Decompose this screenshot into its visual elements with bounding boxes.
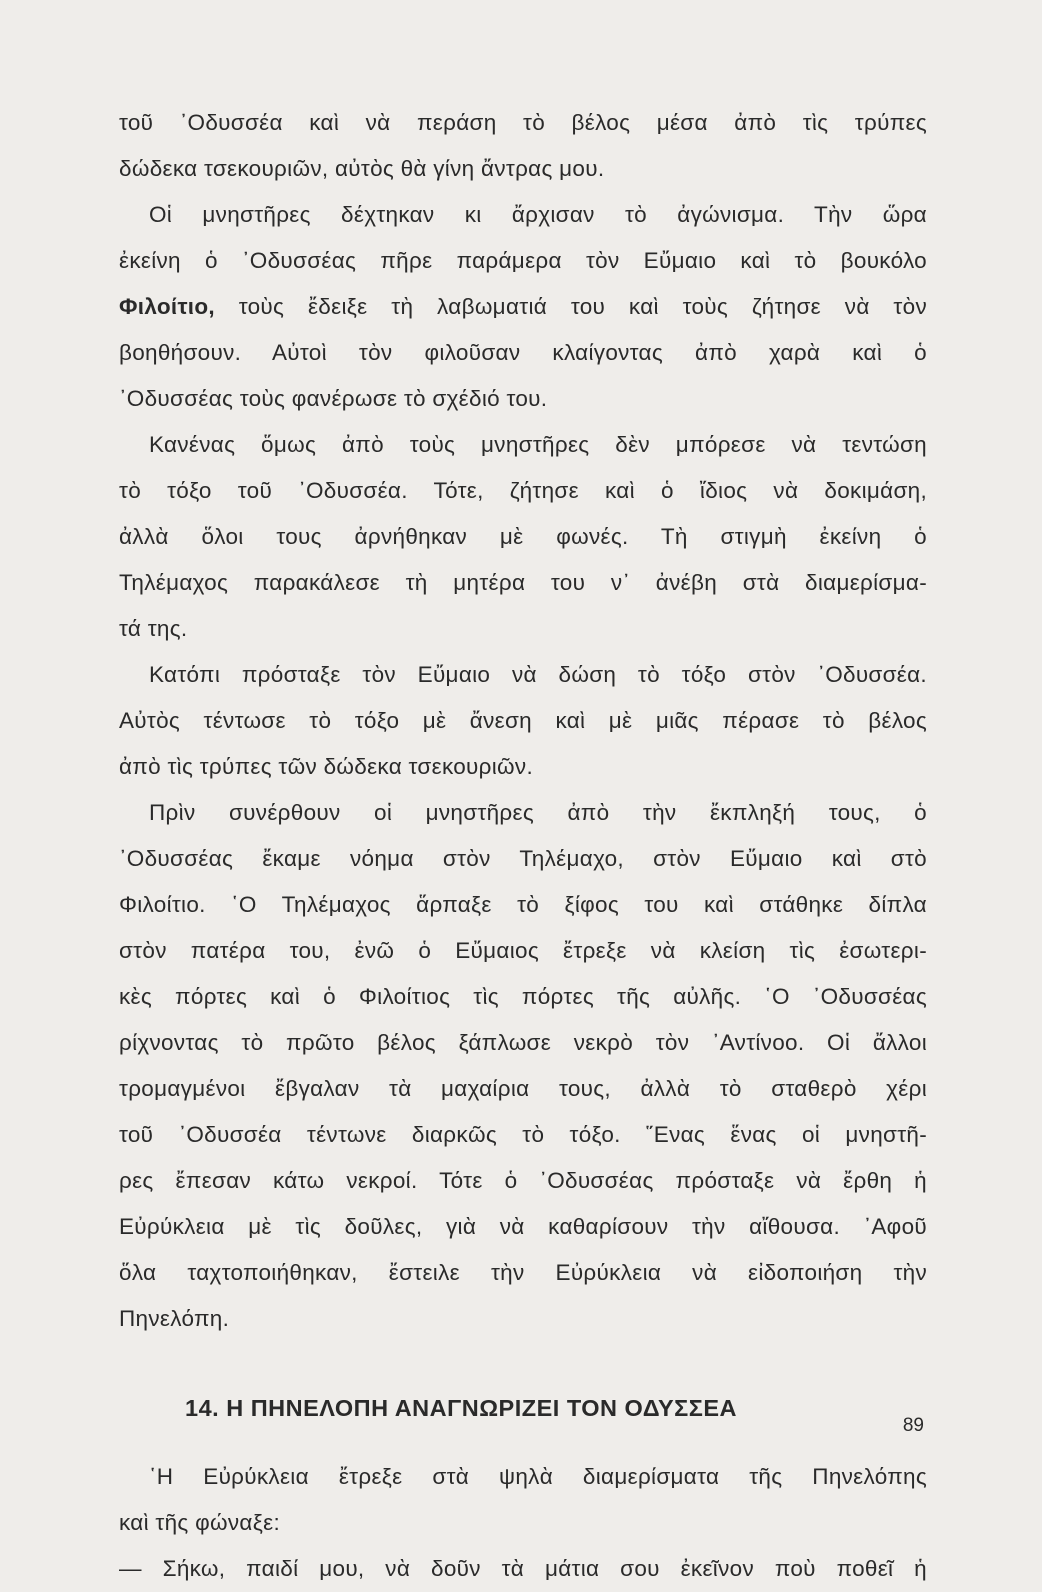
- text-line: τά της.: [119, 616, 188, 641]
- text-line: βοηθήσουν. Αὐτοὶ τὸν φιλοῦσαν κλαίγοντας ἀπὸ χαρὰ καὶ ὁ: [119, 340, 927, 365]
- body-text: [119, 100, 927, 1592]
- text-line: Εὐρύκλεια μὲ τὶς δοῦλες, γιὰ νὰ καθαρίσουν τὴν αἴθουσα. ᾽Αφοῦ: [119, 1214, 927, 1239]
- text-line: ἀλλὰ ὅλοι τους ἀρνήθηκαν μὲ φωνές. Τὴ στιγμὴ ἐκείνη ὁ: [119, 524, 927, 549]
- text-line: Κατόπι πρόσταξε τὸν Εὔμαιο νὰ δώση τὸ τόξο στὸν ᾽Οδυσσέα.: [149, 662, 927, 687]
- text-line: τὸ τόξο τοῦ ᾽Οδυσσέα. Τότε, ζήτησε καὶ ὁ ἴδιος νὰ δοκιμάση,: [119, 478, 927, 503]
- chapter-heading: 14. Η ΠΗΝΕΛΟΠΗ ΑΝΑΓΝΩΡΙΖΕΙ ΤΟΝ ΟΔΥΣΣΕΑ: [185, 1395, 737, 1421]
- text-line: — Σήκω, παιδί μου, νὰ δοῦν τὰ μάτια σου ἐκεῖνον ποὺ ποθεῖ ἡ: [119, 1556, 927, 1581]
- text-line: ὅλα ταχτοποιήθηκαν, ἔστειλε τὴν Εὐρύκλεια νὰ εἰδοποιήση τὴν: [119, 1260, 927, 1285]
- bold-name: Φιλοίτιο,: [119, 294, 215, 319]
- text-line-rest: τοὺς ἔδειξε τὴ λαβωματιά του καὶ τοὺς ζήτησε νὰ τὸν: [238, 294, 927, 319]
- text-line: ρες ἔπεσαν κάτω νεκροί. Τότε ὁ ᾽Οδυσσέας πρόσταξε νὰ ἔρθη ἡ: [119, 1168, 927, 1193]
- text-line: Οἱ μνηστῆρες δέχτηκαν κι ἄρχισαν τὸ ἀγώνισμα. Τὴν ὥρα: [149, 202, 927, 227]
- text-line: στὸν πατέρα του, ἐνῶ ὁ Εὔμαιος ἔτρεξε νὰ κλείση τὶς ἐσωτερι-: [119, 938, 927, 963]
- text-line: δώδεκα τσεκουριῶν, αὐτὸς θὰ γίνη ἄντρας μου.: [119, 156, 605, 181]
- text-line: ῾Η Εὐρύκλεια ἔτρεξε στὰ ψηλὰ διαμερίσματα τῆς Πηνελόπης: [149, 1464, 927, 1489]
- text-line: καὶ τῆς φώναξε:: [119, 1510, 281, 1535]
- text-line: [119, 284, 927, 330]
- text-line: κὲς πόρτες καὶ ὁ Φιλοίτιος τὶς πόρτες τῆς αὐλῆς. ῾Ο ᾽Οδυσσέας: [119, 984, 927, 1009]
- text-line: τοῦ ᾽Οδυσσέα τέντωνε διαρκῶς τὸ τόξο. ῞Ενας ἕνας οἱ μνηστῆ-: [119, 1122, 927, 1147]
- text-line: Κανένας ὅμως ἀπὸ τοὺς μνηστῆρες δὲν μπόρεσε νὰ τεντώση: [149, 432, 927, 457]
- text-line: Φιλοίτιο. ῾Ο Τηλέμαχος ἅρπαξε τὸ ξίφος του καὶ στάθηκε δίπλα: [119, 892, 927, 917]
- text-line: ἐκείνη ὁ ᾽Οδυσσέας πῆρε παράμερα τὸν Εὔμαιο καὶ τὸ βουκόλο: [119, 248, 927, 273]
- text-line: ἀπὸ τὶς τρύπες τῶν δώδεκα τσεκουριῶν.: [119, 754, 534, 779]
- text-line: Τηλέμαχος παρακάλεσε τὴ μητέρα του ν᾽ ἀνέβη στὰ διαμερίσμα-: [119, 570, 927, 595]
- text-line: τρομαγμένοι ἔβγαλαν τὰ μαχαίρια τους, ἀλλὰ τὸ σταθερὸ χέρι: [119, 1076, 927, 1101]
- text-line: Πρὶν συνέρθουν οἱ μνηστῆρες ἀπὸ τὴν ἔκπληξή τους, ὁ: [149, 800, 927, 825]
- text-line: Πηνελόπη.: [119, 1306, 230, 1331]
- text-line: ρίχνοντας τὸ πρῶτο βέλος ξάπλωσε νεκρὸ τὸν ᾽Αντίνοο. Οἱ ἄλλοι: [119, 1030, 927, 1055]
- text-line: τοῦ ᾽Οδυσσέα καὶ νὰ περάση τὸ βέλος μέσα ἀπὸ τὶς τρύπες: [119, 110, 927, 135]
- page-number: 89: [902, 1415, 924, 1436]
- text-line: ᾽Οδυσσέας ἔκαμε νόημα στὸν Τηλέμαχο, στὸν Εὔμαιο καὶ στὸ: [119, 846, 927, 871]
- text-line: ᾽Οδυσσέας τοὺς φανέρωσε τὸ σχέδιό του.: [119, 386, 548, 411]
- text-line: Αὐτὸς τέντωσε τὸ τόξο μὲ ἄνεση καὶ μὲ μιᾶς πέρασε τὸ βέλος: [119, 708, 927, 733]
